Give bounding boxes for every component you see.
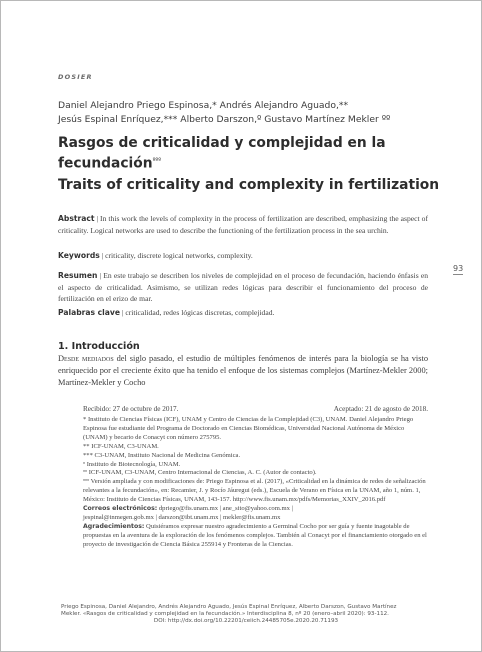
acknowledgements — [83, 523, 428, 550]
palabras-clave-label: Palabras clave — [58, 308, 121, 317]
citation-block — [61, 604, 431, 626]
resumen-label: Resumen — [58, 271, 98, 280]
emails-line-2: jespinal@inmegen.gob.mx | darszon@ibt.unam.mx | mekler@fis.unam.mx — [83, 513, 281, 521]
page-number: 93 — [453, 264, 464, 273]
intro-paragraph — [58, 353, 428, 388]
footnote-3: *** C3-UNAM, Instituto Nacional de Medicina Genómica. — [83, 451, 241, 459]
emails-line-1: dpriego@fis.unam.mx | ane_sito@yahoo.com.mx | — [157, 505, 293, 513]
intro-text: del siglo pasado, el estudio de múltiples fenómenos de interés para la biología se ha visto enriquecido por el creciente éxito que ha tenido el enfoque de los sistemas complejos (Martínez-Mekler 2000; Martínez-Mekler y Cocho — [58, 354, 429, 387]
keywords-label: Keywords — [58, 251, 100, 260]
resumen-text: | En este trabajo se describen los niveles de complejidad en el proceso de fecundación, haciendo énfasis en el aspecto de criticalidad. Asimismo, se utilizan redes lógicas para describir el funcionamiento del proceso de fertilización en el erizo de mar. — [58, 271, 428, 304]
footnote-2: ** ICF-UNAM, C3-UNAM. — [83, 442, 159, 450]
section-label: DOSIER — [58, 73, 93, 81]
acknowledgements-text: Quisiéramos expresar nuestro agradecimiento a Germinal Cocho por ser guía y fuente inagotable de propuestas en la aventura de la exploración de los fenómenos complejos. También al Conacyt por el financiamiento otorgado en el proyecto de investigación de Ciencia Básica 255914 y Fronteras de la Ciencias. — [83, 522, 427, 548]
footnote-1: * Instituto de Ciencias Físicas (ICF), UNAM y Centro de Ciencias de la Complejidad (C3), UNAM. Daniel Alejandro Priego Espinosa fue estudiante del Programa de Doctorado en Ciencias Biomédicas, Universidad Nacional Autónoma de México (UNAM) y becario de Conacyt con número 275795. — [83, 416, 414, 441]
title-spanish-text: Rasgos de criticalidad y complejidad en la fecundación — [58, 135, 386, 172]
citation-line-2: Mekler. «Rasgos de criticalidad y complejidad en la fecundación.» Interdisciplina 8, nº 20 (enero–abril 2020): 93-112. — [61, 611, 389, 618]
resumen — [58, 270, 428, 305]
authors-line-1: Daniel Alejandro Priego Espinosa,* Andrés Alejandro Aguado,** — [58, 100, 349, 111]
footnotes — [83, 416, 428, 550]
footnote-6: ººº Versión ampliada y con modificaciones de: Priego Espinosa et al. (2017), «Criticalidad en la dinámica de redes de señalización relevantes a la fecundación», en: Recamier, J. y Rocío Jáuregui (eds.), Escuela de Verano en Física en la UNAM, año 1, núm. 1, México: Instituto de Ciencias Físicas, UNAM, 143-157. http://www.fis.unam.mx/pdfs/Memorias_XXIV_2016.pdf — [83, 478, 426, 504]
keywords-text: | criticality, discrete logical networks, complexity. — [99, 251, 253, 260]
title-english: Traits of criticality and complexity in fertilization — [58, 177, 440, 193]
accepted-date: Aceptado: 21 de agosto de 2018. — [333, 405, 428, 413]
footnote-5: ºº ICF-UNAM, C3-UNAM, Centro Internacional de Ciencias, A. C. (Autor de contacto). — [83, 469, 317, 477]
citation-line-1: Priego Espinosa, Daniel Alejandro, Andrés Alejandro Aguado, Jesús Espinal Enríquez, Alberto Darszon, Gustavo Martínez — [61, 604, 397, 610]
received-date: Recibido: 27 de octubre de 2017. — [83, 405, 179, 413]
acknowledgements-label: Agradecimientos: — [83, 522, 145, 530]
palabras-clave — [58, 307, 428, 318]
emails — [83, 505, 428, 514]
emails-label: Correos electrónicos: — [83, 505, 158, 513]
palabras-clave-text: | criticalidad, redes lógicas discretas, complejidad. — [120, 308, 275, 317]
dates-line — [83, 405, 428, 413]
citation-doi: DOI: http://dx.doi.org/10.22201/ceiich.24485705e.2020.20.71193 — [153, 618, 339, 625]
abstract-label: Abstract — [58, 214, 95, 223]
abstract-text: | In this work the levels of complexity in the process of fertilization are described, emphasizing the aspect of criticality. Logical networks are used to describe the functioning of the fertilization process in the sea urchin. — [58, 214, 428, 235]
author-list — [58, 99, 438, 127]
authors-line-2: Jesús Espinal Enríquez,*** Alberto Darszon,º Gustavo Martínez Mekler ºº — [58, 114, 391, 125]
title-footnote-mark: ººº — [152, 157, 162, 164]
section-heading: 1. Introducción — [58, 341, 140, 352]
abstract — [58, 213, 428, 236]
footnote-4: º Instituto de Biotecnología, UNAM. — [83, 460, 181, 468]
title-spanish — [58, 135, 438, 173]
intro-lead: Desde mediados — [58, 354, 114, 363]
keywords — [58, 250, 428, 261]
